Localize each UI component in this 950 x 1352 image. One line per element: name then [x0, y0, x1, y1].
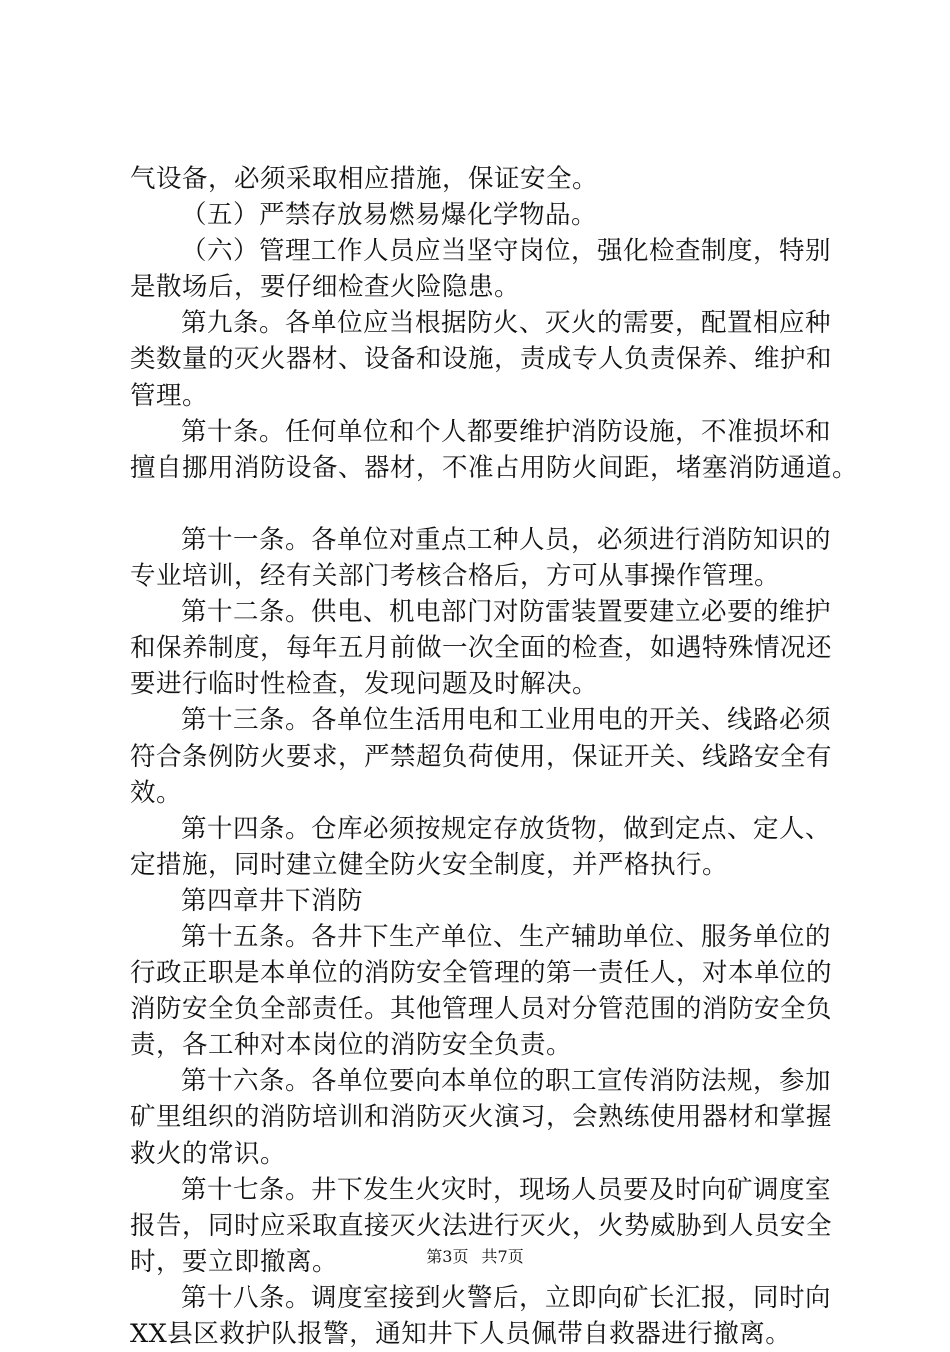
text-line: 擅自挪用消防设备、器材，不准占用防火间距，堵塞消防通道。	[130, 452, 859, 483]
text-line: 气设备，必须采取相应措施，保证安全。	[130, 164, 599, 194]
text-line: 第十七条。井下发生火灾时，现场人员要及时向矿调度室	[181, 1174, 832, 1205]
text-line: 第十八条。调度室接到火警后，立即向矿长汇报，同时向	[181, 1282, 832, 1313]
page-footer	[0, 1244, 950, 1267]
text-line: 矿里组织的消防培训和消防灭火演习，会熟练使用器材和掌握	[130, 1102, 833, 1133]
text-line: 报告，同时应采取直接灭火法进行灭火，火势威胁到人员安全	[130, 1210, 833, 1241]
text-line: 第十条。任何单位和个人都要维护消防设施，不准损坏和	[181, 416, 832, 447]
text-line: 是散场后，要仔细检查火险隐患。	[130, 272, 521, 303]
text-line: 符合条例防火要求，严禁超负荷使用，保证开关、线路安全有	[130, 741, 833, 772]
text-line: 第十二条。供电、机电部门对防雷装置要建立必要的维护	[181, 597, 832, 628]
text-line: 救火的常识。	[130, 1138, 287, 1169]
text-line: 管理。	[130, 380, 209, 411]
blank-line	[130, 486, 850, 522]
text-line: 第十三条。各单位生活用电和工业用电的开关、线路必须	[181, 705, 832, 736]
text-line: （五）严禁存放易燃易爆化学物品。	[181, 200, 598, 231]
text-line: 第十一条。各单位对重点工种人员，必须进行消防知识的	[181, 524, 832, 555]
text-line: 类数量的灭火器材、设备和设施，责成专人负责保养、维护和	[130, 344, 833, 375]
text-line: 第十五条。各井下生产单位、生产辅助单位、服务单位的	[181, 921, 832, 952]
text-line: 时，要立即撤离。	[130, 1246, 339, 1277]
text-line: 第九条。各单位应当根据防火、灭火的需要，配置相应种	[181, 308, 832, 339]
text-line: 第四章井下消防	[181, 885, 364, 916]
text-line: 定措施，同时建立健全防火安全制度，并严格执行。	[130, 849, 729, 880]
text-line: 专业培训，经有关部门考核合格后，方可从事操作管理。	[130, 561, 781, 592]
text-line: XX县区救护队报警，通知井下人员佩带自救器进行撤离。	[130, 1319, 792, 1349]
text-line: 要进行临时性检查，发现问题及时解决。	[130, 669, 599, 700]
page-number: 第3页	[426, 1247, 469, 1266]
document-body	[130, 161, 859, 1352]
text-line: 消防安全负全部责任。其他管理人员对分管范围的消防安全负	[130, 994, 833, 1025]
text-line: 行政正职是本单位的消防安全管理的第一责任人，对本单位的	[130, 958, 833, 989]
text-line: 和保养制度，每年五月前做一次全面的检查，如遇特殊情况还	[130, 633, 833, 664]
text-line: 效。	[130, 777, 183, 808]
text-line: 责，各工种对本岗位的消防安全负责。	[130, 1030, 573, 1061]
text-line: 第十四条。仓库必须按规定存放货物，做到定点、定人、	[181, 813, 832, 844]
text-line: 第十六条。各单位要向本单位的职工宣传消防法规，参加	[181, 1066, 832, 1097]
text-line: （六）管理工作人员应当坚守岗位，强化检查制度，特别	[181, 236, 832, 267]
total-pages: 共7页	[481, 1247, 524, 1266]
